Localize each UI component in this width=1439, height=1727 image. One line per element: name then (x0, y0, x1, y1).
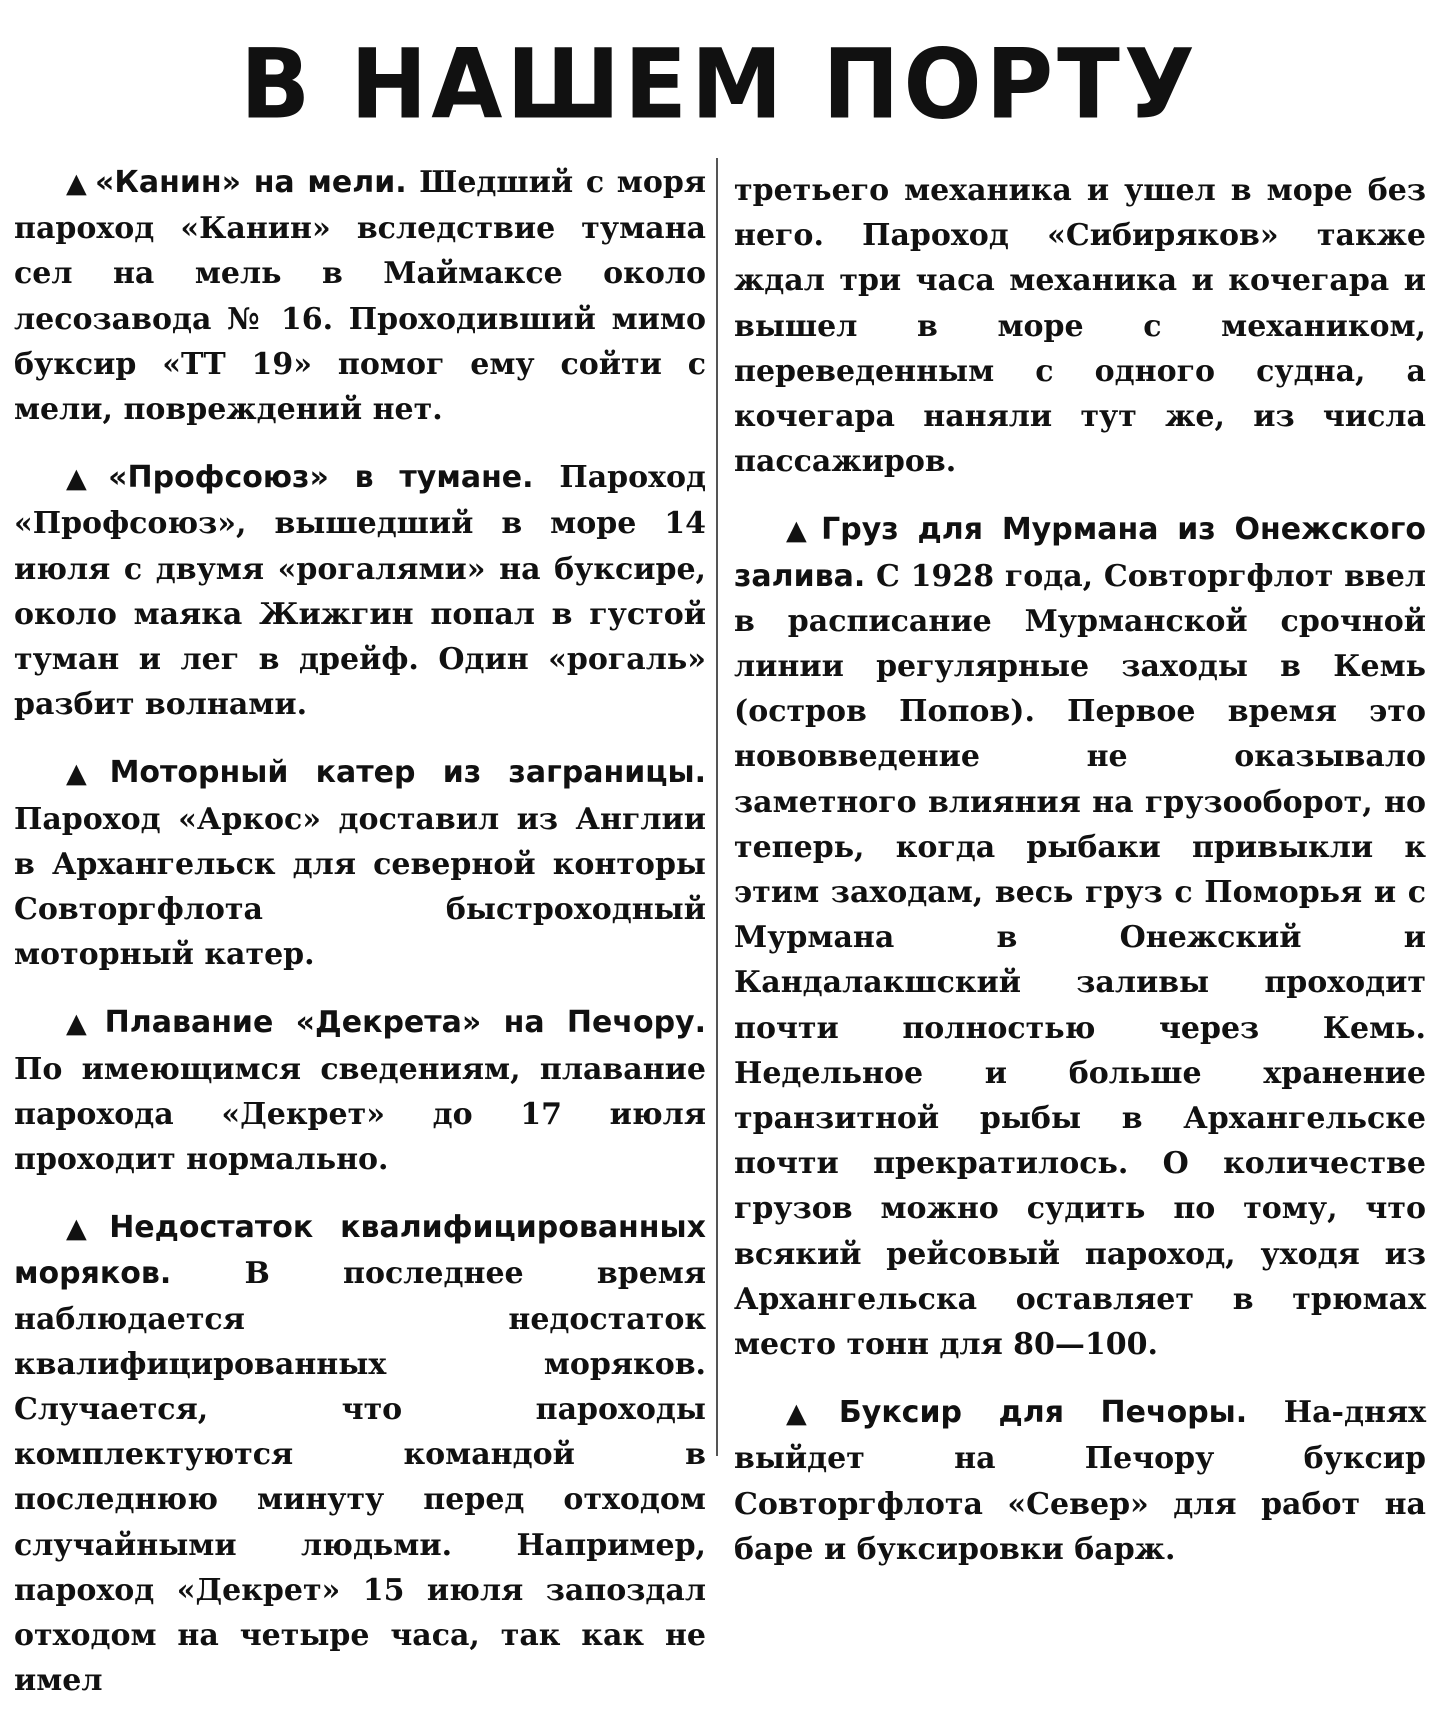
item-text: Шедший с моря пароход «Канин» вследствие тумана сел на мель в Маймаксе около лесозавода № 16. Проходивший мимо буксир «ТТ 19» помог ему сойти с мели, повреждений нет. (14, 165, 707, 428)
headline: В НАШЕМ ПОРТУ (240, 28, 1199, 141)
item-title: «Профсоюз» в тумане. (108, 460, 534, 496)
news-item (14, 750, 706, 977)
item-text: Пароход «Аркос» доставил из Англии в Архангельск для северной конторы Совторгфлота быстроходный моторный катер. (14, 801, 706, 973)
news-item (14, 160, 706, 432)
item-text: С 1928 года, Совторгфлот ввел в расписание Мурманской срочной линии регулярные заходы в Кемь (остров Попов). Первое время это нововведение не оказывало заметного влияния на грузооборот, но теперь, когда рыбаки привыкли к этим заходам, весь груз с Поморья и с Мурмана в Онежский и Кандалакшский заливы проходит почти полностью через Кемь. Недельное и больше хранение транзитной рыбы в Архангельске почти прекратилось. О количестве грузов можно судить по тому, что всякий рейсовый пароход, уходя из Архангельска оставляет в трюмах место тонн для 80—100. (734, 558, 1426, 1363)
triangle-icon: ▲ (786, 515, 816, 547)
item-text: По имеющимся сведениям, плавание парохода «Декрет» до 17 июля проходит нормально. (14, 1051, 706, 1178)
news-item (14, 455, 706, 727)
item-text: На-днях выйдет на Печору буксир Совторгфлота «Север» для работ на баре и буксировки барж. (734, 1395, 1427, 1567)
column-divider (716, 158, 718, 1456)
item-title: Моторный катер из заграницы. (109, 755, 706, 791)
triangle-icon: ▲ (66, 1008, 99, 1040)
triangle-icon: ▲ (66, 463, 103, 495)
news-item (734, 507, 1426, 1367)
item-title: Недостаток квалифицированных моряков. (14, 1210, 706, 1292)
item-title: Плавание «Декрета» на Печору. (104, 1005, 706, 1041)
news-item (14, 1205, 706, 1703)
news-item (14, 1000, 706, 1182)
triangle-icon: ▲ (66, 168, 90, 199)
triangle-icon: ▲ (786, 1398, 833, 1430)
news-item-continuation: третьего механика и ушел в море без него. Пароход «Сибиряков» также ждал три часа механика и кочегара и вышел в море с механиком, переведенным с одного судна, а кочегара наняли тут же, из числа пассажиров. (734, 173, 1426, 480)
news-item (734, 1390, 1426, 1572)
item-title: Буксир для Печоры. (838, 1395, 1248, 1431)
item-text: Пароход «Профсоюз», вышедший в море 14 июля с двумя «рогалями» на буксире, около маяка Жижгин попал в густой туман и лег в дрейф. Один «рогаль» разбит волнами. (14, 460, 707, 723)
triangle-icon: ▲ (66, 1213, 104, 1245)
right-column (734, 168, 1426, 1595)
item-text: В последнее время наблюдается недостаток квалифицированных моряков. Случается, что пароходы комплектуются командой в последнюю минуту перед отходом случайными людьми. Например, пароход «Декрет» 15 июля запоздал отходом на четыре часа, так как не имел (14, 1256, 706, 1699)
item-title: Груз для Мурмана из Онежского залива. (734, 512, 1426, 594)
left-column (14, 160, 706, 1727)
triangle-icon: ▲ (66, 758, 104, 790)
item-title: «Канин» на мели. (95, 165, 407, 200)
